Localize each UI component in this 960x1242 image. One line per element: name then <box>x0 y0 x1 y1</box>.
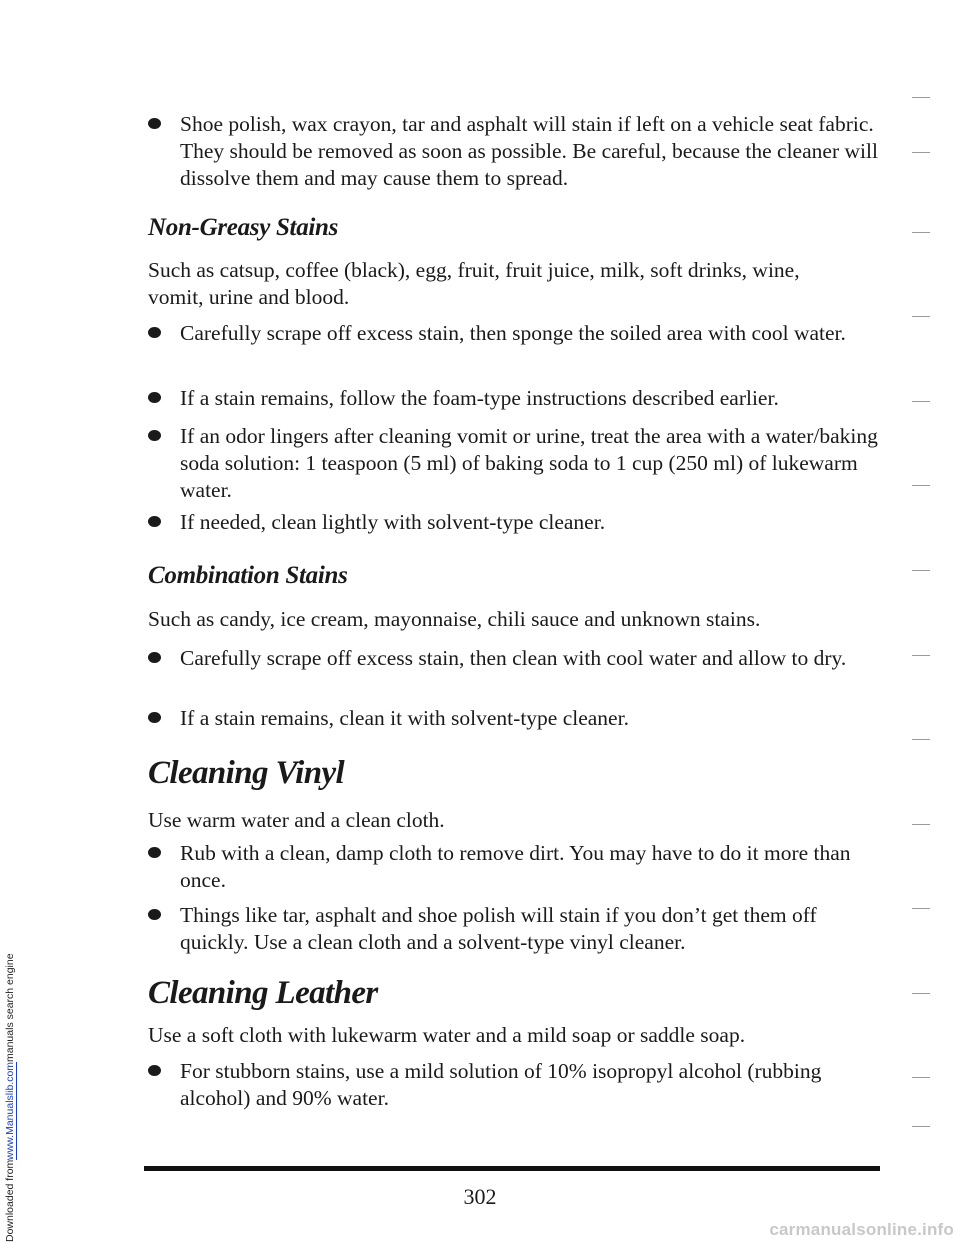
list-item <box>148 385 888 412</box>
non-greasy-list <box>148 320 888 347</box>
bullet-icon <box>148 516 161 527</box>
margin-tick <box>912 570 930 571</box>
margin-tick <box>912 1126 930 1127</box>
margin-tick <box>912 824 930 825</box>
watermark-suffix: manuals search engine <box>4 953 16 1062</box>
margin-tick <box>912 655 930 656</box>
non-greasy-intro: Such as catsup, coffee (black), egg, fruit, fruit juice, milk, soft drinks, wine, vomit, urine and blood. <box>148 258 800 309</box>
margin-tick <box>912 401 930 402</box>
section-heading-vinyl: Cleaning Vinyl <box>148 755 345 791</box>
bullet-icon <box>148 712 161 723</box>
margin-tick <box>912 97 930 98</box>
bullet-icon <box>148 847 161 858</box>
vinyl-list <box>148 840 888 894</box>
list-item <box>148 111 888 192</box>
site-watermark: carmanualsonline.info <box>769 1220 954 1239</box>
list-item-text: Shoe polish, wax crayon, tar and asphalt will stain if left on a vehicle seat fabric. They should be removed as soon as possible. Be careful, because the cleaner will dissolve them and may cause them to spread. <box>180 112 878 190</box>
manualslib-link[interactable]: www.Manualslib.com <box>4 1061 16 1160</box>
section-heading-combination: Combination Stains <box>148 562 348 589</box>
margin-tick <box>912 1077 930 1078</box>
list-item-text: If needed, clean lightly with solvent-type cleaner. <box>180 510 606 534</box>
bullet-icon <box>148 652 161 663</box>
intro-section <box>148 111 888 192</box>
margin-tick <box>912 316 930 317</box>
vinyl-list <box>148 902 888 956</box>
list-item-text: If a stain remains, clean it with solvent-type cleaner. <box>180 706 629 730</box>
list-item <box>148 645 888 672</box>
margin-tick <box>912 908 930 909</box>
list-item-text: Carefully scrape off excess stain, then clean with cool water and allow to dry. <box>180 646 847 670</box>
list-item <box>148 1058 888 1112</box>
leather-list <box>148 1058 888 1112</box>
margin-tick <box>912 993 930 994</box>
list-item-text: If a stain remains, follow the foam-type instructions described earlier. <box>180 386 779 410</box>
footer-rule <box>144 1166 880 1171</box>
combination-list <box>148 705 888 732</box>
non-greasy-list <box>148 423 888 504</box>
list-item <box>148 902 888 956</box>
bullet-icon <box>148 1065 161 1076</box>
bullet-icon <box>148 118 161 129</box>
leather-intro: Use a soft cloth with lukewarm water and a mild soap or saddle soap. <box>148 1023 746 1047</box>
margin-tick <box>912 739 930 740</box>
list-item <box>148 705 888 732</box>
list-item <box>148 509 888 536</box>
list-item-text: Things like tar, asphalt and shoe polish will stain if you don’t get them off quickly. Use a clean cloth and a solvent-type vinyl cleaner. <box>180 903 817 954</box>
margin-tick <box>912 485 930 486</box>
section-heading-leather: Cleaning Leather <box>148 975 378 1011</box>
bullet-icon <box>148 909 161 920</box>
list-item <box>148 840 888 894</box>
bullet-icon <box>148 392 161 403</box>
section-heading-non-greasy: Non-Greasy Stains <box>148 214 339 241</box>
non-greasy-list <box>148 385 888 412</box>
download-watermark <box>3 0 17 1242</box>
margin-tick <box>912 232 930 233</box>
list-item <box>148 320 888 347</box>
non-greasy-list <box>148 509 888 536</box>
watermark-prefix: Downloaded from <box>4 1159 16 1242</box>
combination-intro: Such as candy, ice cream, mayonnaise, chili sauce and unknown stains. <box>148 607 761 631</box>
list-item-text: For stubborn stains, use a mild solution of 10% isopropyl alcohol (rubbing alcohol) and 90% water. <box>180 1059 822 1110</box>
page-number: 302 <box>463 1184 497 1209</box>
margin-tick <box>912 152 930 153</box>
bullet-icon <box>148 430 161 441</box>
vinyl-intro: Use warm water and a clean cloth. <box>148 808 445 832</box>
list-item-text: Rub with a clean, damp cloth to remove dirt. You may have to do it more than once. <box>180 841 851 892</box>
combination-list <box>148 645 888 672</box>
list-item-text: If an odor lingers after cleaning vomit or urine, treat the area with a water/baking soda solution: 1 teaspoon (5 ml) of baking soda to 1 cup (250 ml) of lukewarm water. <box>180 424 878 502</box>
list-item <box>148 423 888 504</box>
list-item-text: Carefully scrape off excess stain, then sponge the soiled area with cool water. <box>180 321 846 345</box>
bullet-icon <box>148 327 161 338</box>
